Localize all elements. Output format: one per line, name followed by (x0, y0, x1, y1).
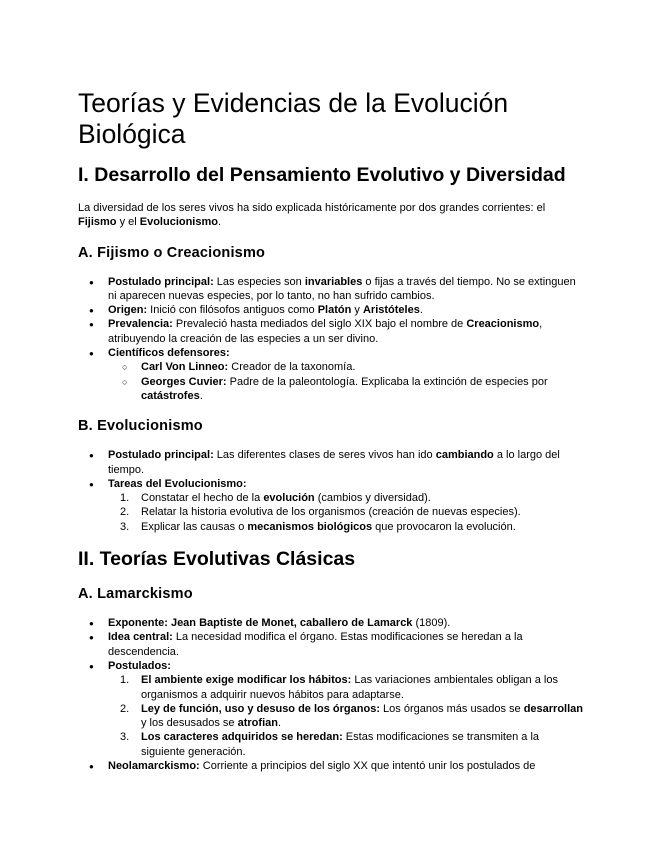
bold-text: Aristóteles (362, 304, 420, 317)
list-number: 1. (120, 492, 130, 505)
bold-text: Postulado principal: (108, 275, 214, 288)
list-number: 3. (120, 731, 130, 744)
bold-text: Científicos defensores: (108, 347, 230, 360)
numbered-list-item (78, 730, 583, 759)
bullet-icon: ● (89, 619, 94, 629)
bullet-icon: ● (89, 277, 94, 287)
text-run: Inició con filósofos antiguos como (147, 304, 318, 317)
text-run: (cambios y diversidad). (314, 492, 431, 505)
text-run: y (351, 304, 363, 317)
text-run: Creador de la taxonomía. (228, 361, 356, 374)
hollow-bullet-icon: ○ (122, 376, 128, 387)
section-heading: I. Desarrollo del Pensamiento Evolutivo y Diversidad (78, 164, 566, 186)
list-item (78, 360, 583, 374)
list-item (78, 759, 583, 773)
subsection-heading: B. Evolucionismo (78, 418, 203, 435)
text-run: Explicar las causas o (141, 520, 248, 533)
list (78, 616, 583, 773)
list (78, 275, 583, 404)
list-item (78, 317, 583, 346)
list-item (78, 448, 583, 477)
text-run: Constatar el hecho de la (141, 492, 264, 505)
bold-text: Postulados: (108, 659, 171, 672)
bold-text: Georges Cuvier: (141, 375, 227, 388)
bold-text: Platón (317, 304, 352, 317)
bullet-icon: ● (89, 320, 94, 330)
bold-text: catástrofes (141, 389, 200, 402)
bold-text: Postulado principal: (108, 449, 214, 462)
bold-text: Prevalencia: (108, 318, 173, 331)
bold-text: desarrollan (523, 702, 583, 715)
text-run: y los desusados se (141, 717, 238, 730)
text-run: o fijas a través del tiempo. No se extinguen ni aparecen nuevas especies, por lo tanto, no han sufrido cambios. (108, 275, 576, 302)
bold-text: mecanismos biológicos (247, 520, 373, 533)
list-item (78, 616, 583, 630)
numbered-list-item (78, 520, 583, 534)
document-page (78, 88, 583, 773)
text-run: . (199, 389, 203, 402)
text-run: (1809). (412, 617, 451, 630)
bold-text: Neolamarckismo: (108, 760, 200, 773)
list-number: 2. (120, 506, 130, 519)
bullet-icon: ● (89, 479, 94, 489)
bold-text: Los caracteres adquiridos se heredan: (141, 731, 343, 744)
text-run: y el (116, 216, 140, 229)
bullet-icon: ● (89, 762, 94, 772)
bullet-icon: ● (89, 633, 94, 643)
subsection-heading: A. Fijismo o Creacionismo (78, 244, 266, 261)
bullet-icon: ● (89, 306, 94, 316)
list-item (78, 346, 583, 360)
numbered-list-item (78, 491, 583, 505)
numbered-list-item (78, 702, 583, 731)
bold-text: Evolucionismo (139, 216, 218, 229)
list-item (78, 630, 583, 659)
list-number: 1. (120, 674, 130, 687)
bold-text: El ambiente exige modificar los hábitos: (141, 674, 352, 687)
text-run: , atribuyendo la creación de las especies a un ser divino. (108, 318, 543, 345)
list (78, 448, 583, 534)
text-run: . (419, 304, 423, 317)
list-number: 3. (120, 520, 130, 533)
list-item (78, 375, 583, 404)
text-run: Estas modificaciones se transmiten a la siguiente generación. (141, 731, 540, 758)
text-run: Padre de la paleontología. Explicaba la extinción de especies por (226, 375, 548, 388)
list-item (78, 275, 583, 304)
paragraph (78, 201, 583, 230)
text-run: que provocaron la evolución. (372, 520, 516, 533)
section-heading: II. Teorías Evolutivas Clásicas (78, 548, 356, 571)
list-item (78, 477, 583, 491)
document-body (78, 163, 583, 773)
numbered-list-item (78, 505, 583, 519)
text-run: Las variaciones ambientales obligan a los organismos a adquirir nuevos hábitos para adaptarse. (141, 674, 558, 701)
list-number: 2. (120, 702, 130, 715)
bold-text: Origen: (108, 304, 148, 317)
text-run: . (277, 717, 282, 730)
hollow-bullet-icon: ○ (122, 362, 128, 373)
numbered-list-item (78, 673, 583, 702)
list-item (78, 659, 583, 673)
bold-text: Creacionismo (466, 318, 540, 331)
bullet-icon: ● (89, 349, 94, 359)
text-run: . (218, 216, 222, 229)
list-item (78, 303, 583, 317)
text-run: Corriente a principios del siglo XX que intentó unir los postulados de (199, 760, 536, 773)
bold-text: Exponente: Jean Baptiste de Monet, caballero de Lamarck (108, 617, 413, 630)
bold-text: cambiando (435, 449, 494, 462)
text-run: Las especies son (213, 275, 305, 288)
bold-text: Carl Von Linneo: (141, 361, 229, 374)
text-run: Relatar la historia evolutiva de los organismos (creación de nuevas especies). (141, 506, 521, 519)
text-run: Los órganos más usados se (379, 702, 524, 715)
bullet-icon: ● (89, 451, 94, 461)
bold-text: invariables (304, 275, 363, 288)
text-run: La necesidad modifica el órgano. Estas modificaciones se heredan a la descendencia. (108, 631, 523, 658)
bold-text: Tareas del Evolucionismo: (108, 477, 247, 490)
bold-text: Idea central: (108, 631, 173, 644)
text-run: La diversidad de los seres vivos ha sido explicada históricamente por dos grandes corrientes: el (78, 202, 546, 214)
bold-text: Ley de función, uso y desuso de los órganos: (141, 702, 380, 715)
bold-text: atrofian (237, 717, 278, 730)
text-run: Las diferentes clases de seres vivos han ido (213, 449, 436, 462)
text-run: a lo largo del tiempo. (108, 449, 560, 476)
subsection-heading: A. Lamarckismo (78, 586, 193, 603)
bold-text: evolución (263, 492, 315, 505)
bullet-icon: ● (89, 661, 94, 671)
document-title: Teorías y Evidencias de la Evolución Biológica (78, 88, 509, 149)
text-run: Prevaleció hasta mediados del siglo XIX bajo el nombre de (172, 318, 467, 331)
bold-text: Fijismo (78, 216, 117, 229)
